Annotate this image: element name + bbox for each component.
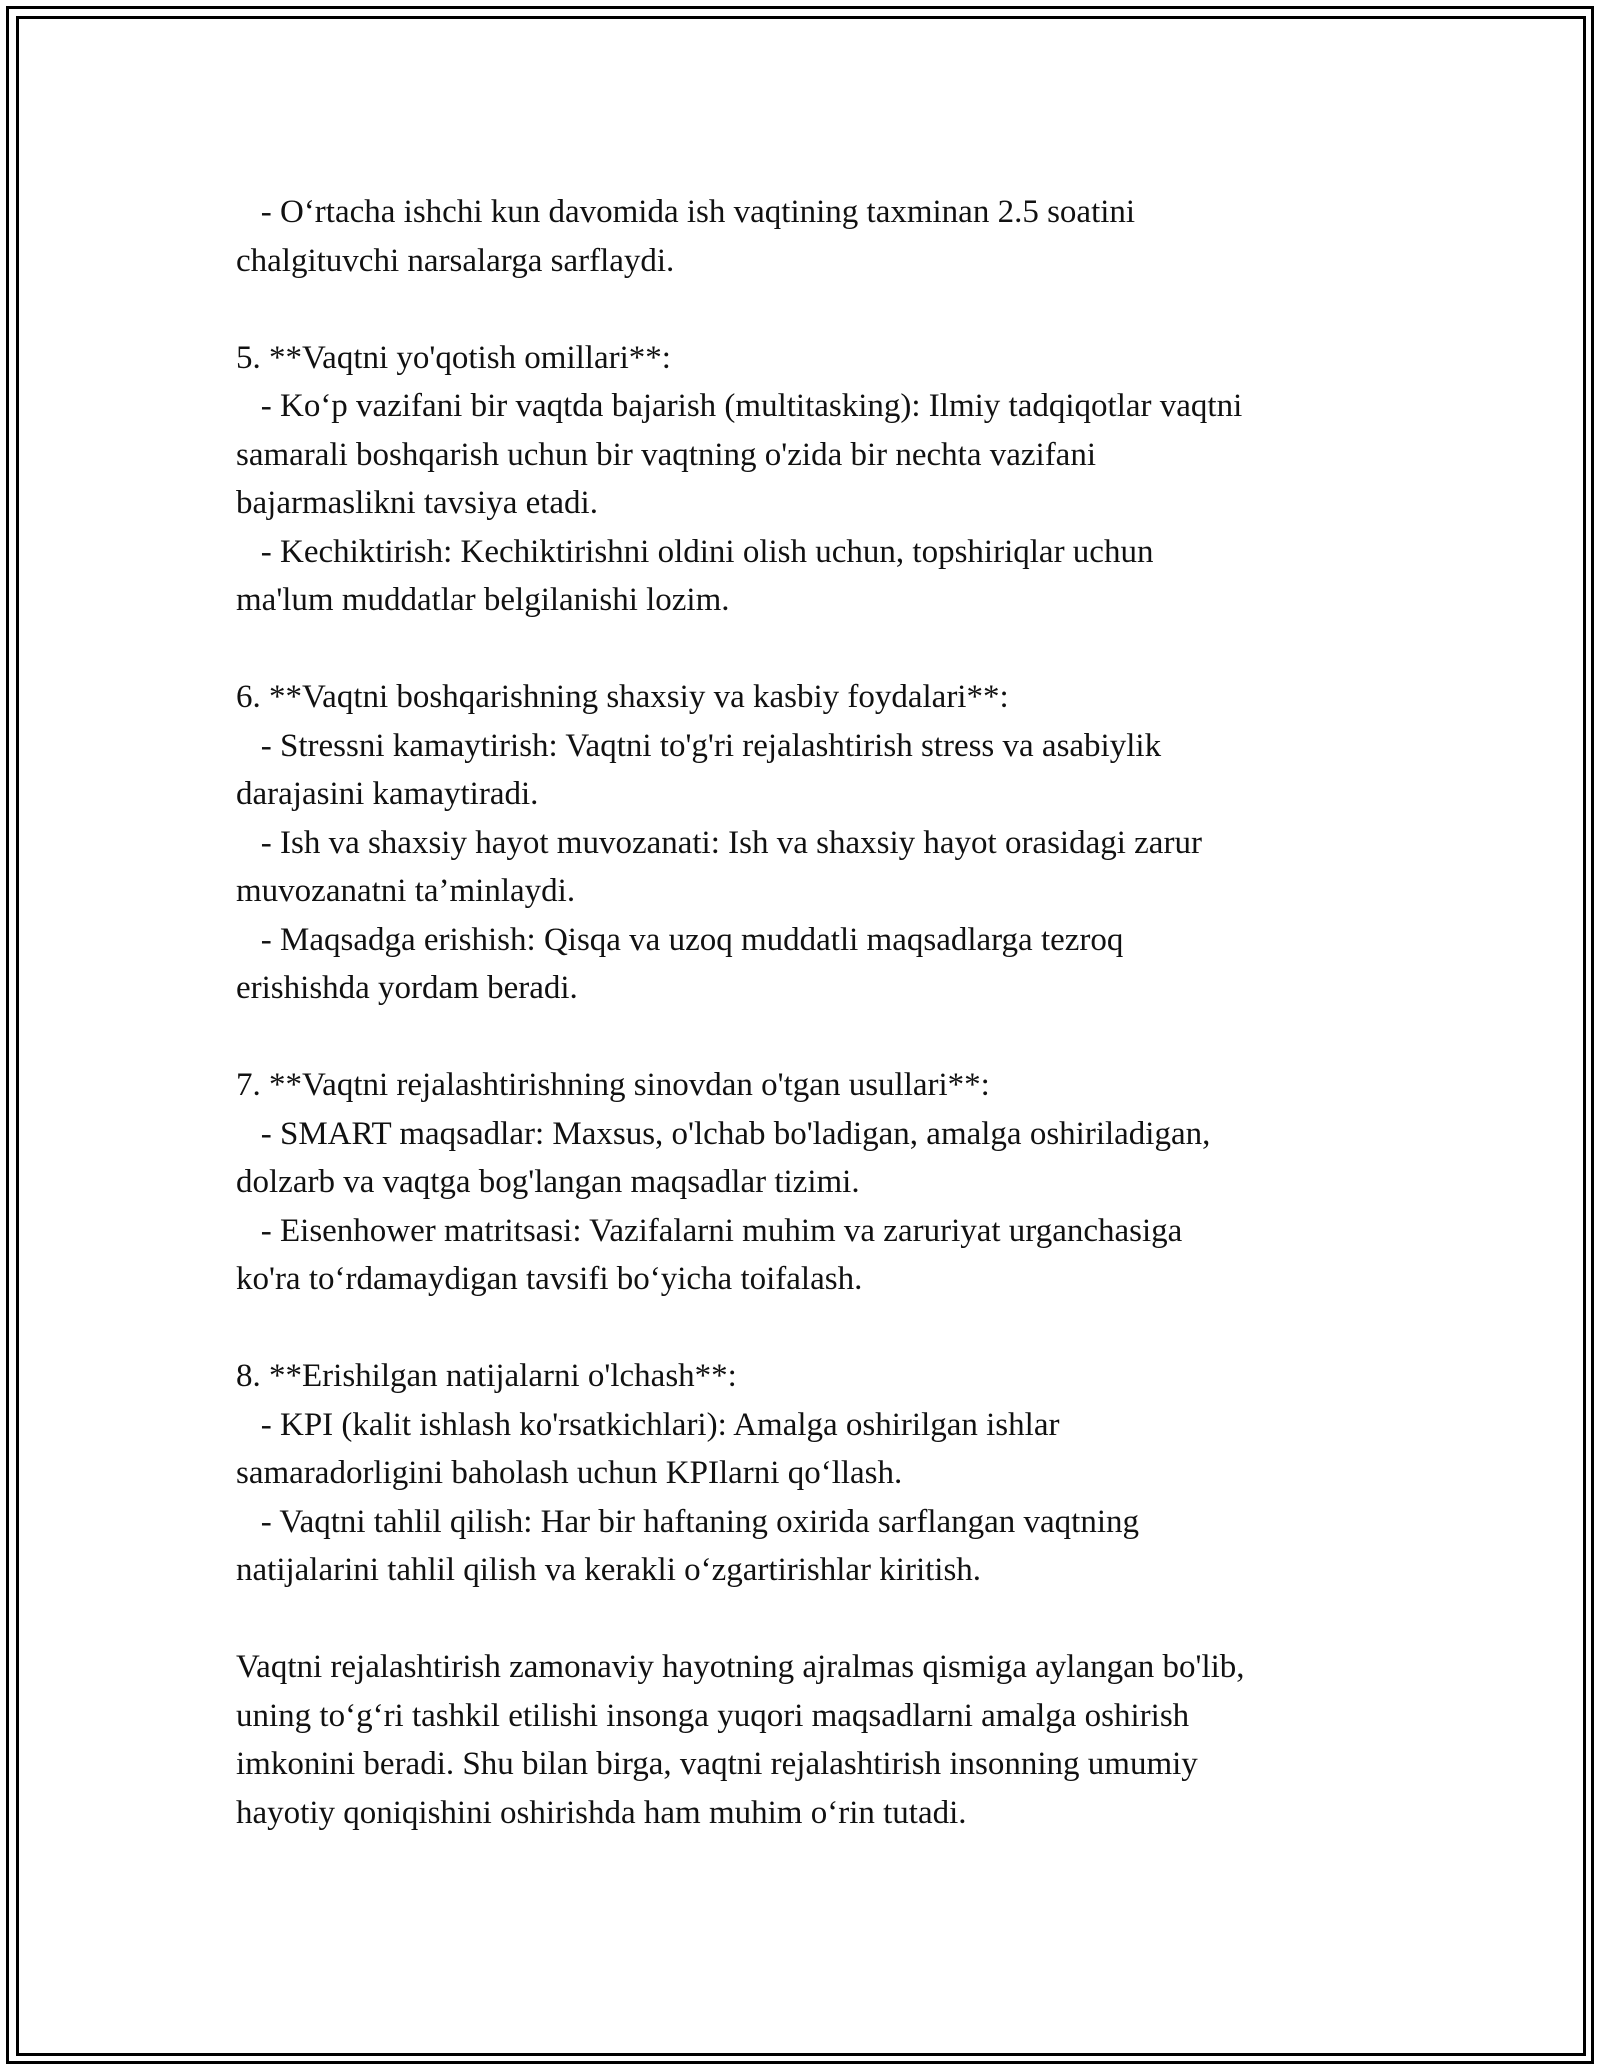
conclusion-line: uning to‘g‘ri tashkil etilishi insonga yuqori maqsadlarni amalga oshirish — [236, 1697, 1190, 1734]
section-heading: 8. **Erishilgan natijalarni o'lchash**: — [236, 1358, 737, 1394]
conclusion-line: imkonini beradi. Shu bilan birga, vaqtni rejalashtirish insonning umumiy — [236, 1746, 1198, 1782]
conclusion-line: hayotiy qoniqishini oshirishda ham muhim o‘rin tutadi. — [236, 1794, 967, 1831]
conclusion-line: Vaqtni rejalashtirish zamonaviy hayotning ajralmas qismiga aylangan bo'lib, — [236, 1649, 1245, 1685]
text-line: - O‘rtacha ishchi kun davomida ish vaqtining taxminan 2.5 soatini — [236, 194, 1136, 230]
paragraph-gap — [236, 1304, 1416, 1353]
paragraph-gap — [236, 625, 1416, 674]
text-line: - Ko‘p vazifani bir vaqtda bajarish (multitasking): Ilmiy tadqiqotlar vaqtni — [236, 388, 1243, 424]
text-line: samarali boshqarish uchun bir vaqtning o'zida bir nechta vazifani — [236, 436, 1096, 473]
text-line: - Eisenhower matritsasi: Vazifalarni muhim va zaruriyat urganchasiga — [236, 1212, 1183, 1249]
text-line: samaradorligini baholash uchun KPIlarni qo‘llash. — [236, 1455, 903, 1491]
text-line: bajarmaslikni tavsiya etadi. — [236, 485, 598, 521]
text-line: - SMART maqsadlar: Maxsus, o'lchab bo'ladigan, amalga oshiriladigan, — [236, 1115, 1211, 1152]
document-body — [236, 188, 1416, 1837]
paragraph-gap — [236, 1013, 1416, 1062]
text-line: chalgituvchi narsalarga sarflaydi. — [236, 242, 675, 279]
text-line: dolzarb va vaqtga bog'langan maqsadlar tizimi. — [236, 1164, 860, 1200]
text-line: - Kechiktirish: Kechiktirishni oldini olish uchun, topshiriqlar uchun — [236, 533, 1154, 570]
section-heading: 6. **Vaqtni boshqarishning shaxsiy va kasbiy foydalari**: — [236, 679, 1009, 715]
text-line: muvozanatni ta’minlaydi. — [236, 873, 576, 909]
text-line: erishishda yordam beradi. — [236, 970, 578, 1006]
paragraph-gap — [236, 1595, 1416, 1644]
text-line: - Stressni kamaytirish: Vaqtni to'g'ri rejalashtirish stress va asabiylik — [236, 727, 1162, 764]
text-line: natijalarini tahlil qilish va kerakli o‘zgartirishlar kiritish. — [236, 1552, 982, 1588]
text-line: darajasini kamaytiradi. — [236, 776, 539, 812]
text-line: - Maqsadga erishish: Qisqa va uzoq muddatli maqsadlarga tezroq — [236, 921, 1124, 958]
section-heading: 7. **Vaqtni rejalashtirishning sinovdan o'tgan usullari**: — [236, 1067, 990, 1103]
text-line: - Ish va shaxsiy hayot muvozanati: Ish va shaxsiy hayot orasidagi zarur — [236, 824, 1202, 861]
section-heading: 5. **Vaqtni yo'qotish omillari**: — [236, 339, 671, 376]
text-line: - KPI (kalit ishlash ko'rsatkichlari): Amalga oshirilgan ishlar — [236, 1406, 1060, 1443]
paragraph-gap — [236, 285, 1416, 334]
text-line: ma'lum muddatlar belgilanishi lozim. — [236, 582, 730, 618]
text-line: ko'ra to‘rdamaydigan tavsifi bo‘yicha toifalash. — [236, 1261, 863, 1297]
text-line: - Vaqtni tahlil qilish: Har bir haftaning oxirida sarflangan vaqtning — [236, 1503, 1140, 1540]
